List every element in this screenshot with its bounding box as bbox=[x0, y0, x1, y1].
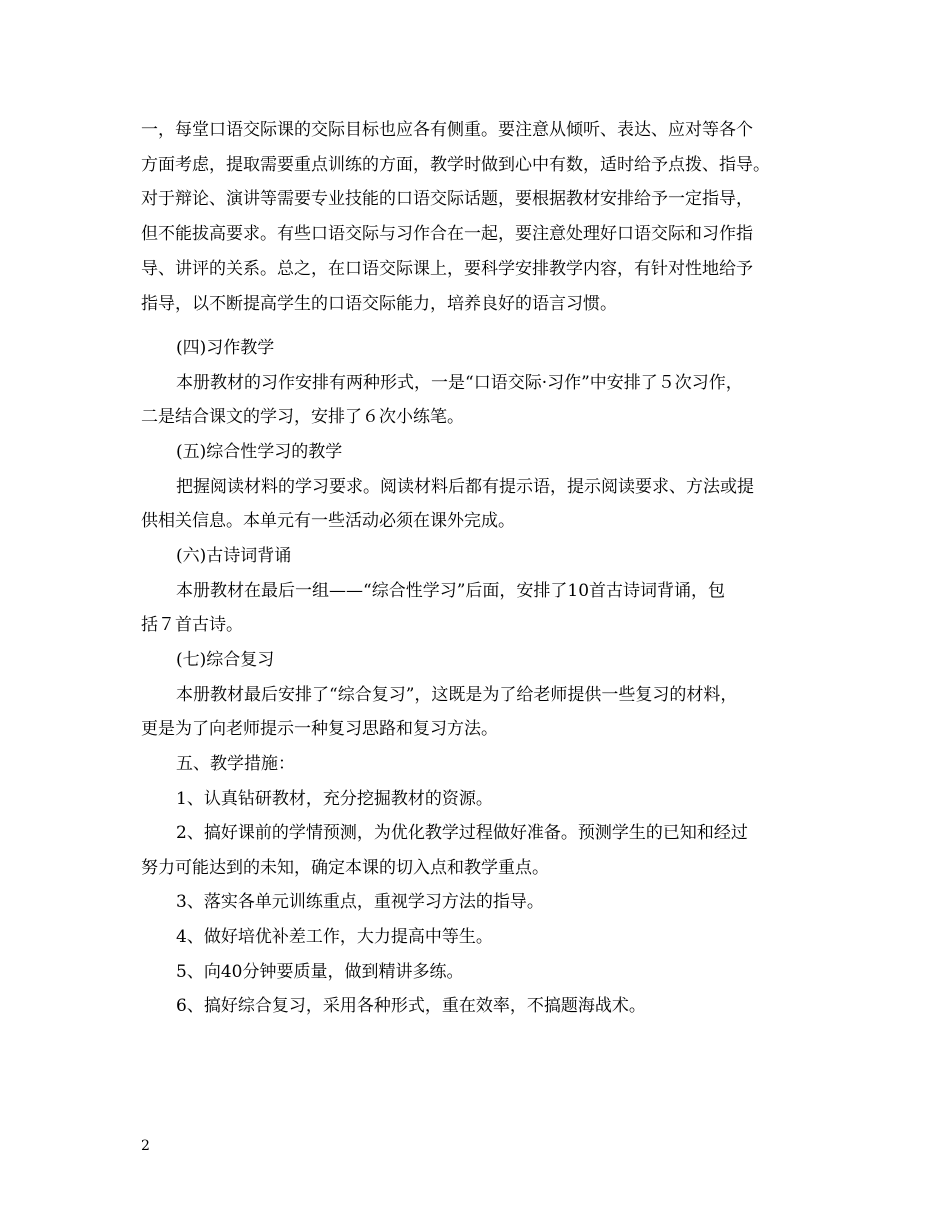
text-line: 供相关信息。本单元有一些活动必须在课外完成。 bbox=[141, 511, 515, 531]
list-item: 6、搞好综合复习，采用各种形式，重在效率，不搞题海战术。 bbox=[176, 996, 646, 1016]
text-line: 本册教材最后安排了“综合复习”，这既是为了给老师提供一些复习的材料， bbox=[176, 685, 738, 705]
text-line: 对于辩论、演讲等需要专业技能的口语交际话题，要根据教材安排给予一定指导， bbox=[141, 189, 753, 209]
list-item: 1、认真钻研教材，充分挖掘教材的资源。 bbox=[176, 789, 493, 809]
text-line: 把握阅读材料的学习要求。阅读材料后都有提示语，提示阅读要求、方法或提 bbox=[176, 477, 754, 497]
text-line: 括７首古诗。 bbox=[141, 615, 243, 635]
text-line: 但不能拔高要求。有些口语交际与习作合在一起，要注意处理好口语交际和习作指 bbox=[141, 224, 753, 244]
text-line: 导、讲评的关系。总之，在口语交际课上，要科学安排教学内容，有针对性地给予 bbox=[141, 259, 753, 279]
section-heading: (六)古诗词背诵 bbox=[176, 546, 292, 566]
text-line: 二是结合课文的学习，安排了６次小练笔。 bbox=[141, 407, 464, 427]
list-item: 4、做好培优补差工作，大力提高中等生。 bbox=[176, 927, 493, 947]
section-heading: (五)综合性学习的教学 bbox=[176, 442, 343, 462]
list-item: 5、向40分钟要质量，做到精讲多练。 bbox=[176, 962, 464, 982]
page-number: 2 bbox=[141, 1138, 150, 1154]
section-heading: (四)习作教学 bbox=[176, 338, 275, 358]
list-item: 3、落实各单元训练重点，重视学习方法的指导。 bbox=[176, 892, 544, 912]
list-item: 2、搞好课前的学情预测，为优化教学过程做好准备。预测学生的已知和经过 bbox=[176, 823, 748, 843]
text-line: 方面考虑，提取需要重点训练的方面，教学时做到心中有数，适时给予点拨、指导。 bbox=[141, 155, 770, 175]
text-line: 努力可能达到的未知，确定本课的切入点和教学重点。 bbox=[141, 858, 549, 878]
text-line: 一，每堂口语交际课的交际目标也应各有侧重。要注意从倾听、表达、应对等各个 bbox=[141, 120, 753, 140]
section-heading: 五、教学措施： bbox=[176, 754, 295, 774]
text-line: 更是为了向老师提示一种复习思路和复习方法。 bbox=[141, 719, 498, 739]
section-heading: (七)综合复习 bbox=[176, 650, 275, 670]
text-line: 本册教材在最后一组——“综合性学习”后面，安排了10首古诗词背诵，包 bbox=[176, 581, 726, 601]
text-line: 指导，以不断提高学生的口语交际能力，培养良好的语言习惯。 bbox=[141, 294, 617, 314]
text-line: 本册教材的习作安排有两种形式，一是“口语交际·习作”中安排了５次习作， bbox=[176, 373, 743, 393]
